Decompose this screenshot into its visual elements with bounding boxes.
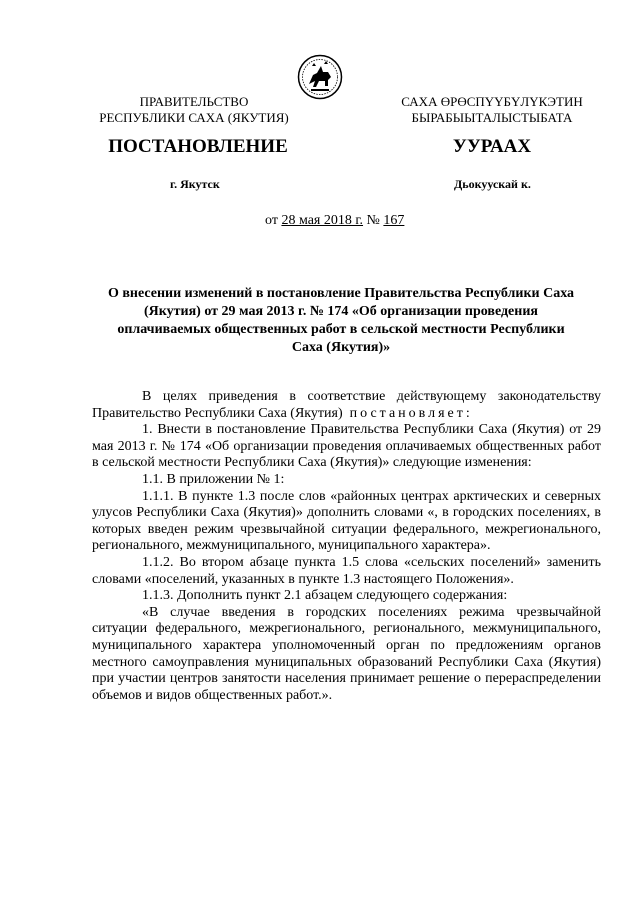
document-body	[92, 389, 601, 704]
intro-paragraph: В целях приведения в соответствие действующему законодательству Правительство Республики Саха (Якутия) постановляет:	[92, 389, 601, 421]
paragraph-item-1-1: 1.1. В приложении № 1:	[142, 471, 285, 487]
paragraph-item-1: 1. Внести в постановление Правительства Республики Саха (Якутия) от 29 мая 2013 г. № 174 «Об организации проведения оплачиваемых общественных работ в сельской местности Республики Саха (Якутия)» следующие изменения:	[92, 422, 601, 471]
paragraph-item-1-1-1: 1.1.1. В пункте 1.3 после слов «районных центрах арктических и северных улусов Республики Саха (Якутия)» дополнить словами «, в городских поселениях, в которых введен режим чрезвычайной ситуации федерального, межрегионального, регионального, межмуниципального, муниципального характера».	[92, 488, 601, 554]
document-heading: О внесении изменений в постановление Правительства Республики Саха (Якутия) от 29 мая 2013 г. № 174 «Об организации проведения оплачиваемых общественных работ в сельской местности Республики Саха (Якутия)»	[107, 286, 575, 355]
date-number-line	[265, 213, 404, 229]
quoted-paragraph: «В случае введения в городских поселениях режима чрезвычайной ситуации федерального, межрегионального, регионального, межмуниципального, муниципального характера уполномоченный орган по предложениям органов местного самоуправления муниципальных образований Республики Саха (Якутия) при участии центров занятости населения принимает решение о перераспределении объемов и видов общественных работ.».	[92, 604, 601, 703]
government-name-yakut: САХА ӨРӨСПҮҮБҮЛҮКЭТИН БЫРАБЫЫТАЛЫСТЫБАТА	[401, 94, 583, 125]
city-yakut: Дьокуускай к.	[454, 177, 531, 191]
document-date: 28 мая 2018 г.	[281, 213, 364, 228]
date-prefix: от	[265, 213, 278, 228]
decree-verb: постановляет:	[349, 405, 473, 421]
doc-type-title-russian: ПОСТАНОВЛЕНИЕ	[108, 136, 288, 157]
doc-type-title-yakut: УУРААХ	[452, 136, 532, 157]
government-name-russian: ПРАВИТЕЛЬСТВО РЕСПУБЛИКИ САХА (ЯКУТИЯ)	[99, 94, 289, 125]
document-number: 167	[383, 213, 405, 228]
paragraph-item-1-1-3: 1.1.3. Дополнить пункт 2.1 абзацем следующего содержания:	[142, 588, 508, 604]
paragraph-item-1-1-2: 1.1.2. Во втором абзаце пункта 1.5 слова «сельских поселений» заменить словами «поселений, указанных в пункте 1.3 настоящего Положения».	[92, 554, 601, 587]
number-sign: №	[366, 213, 380, 228]
city-russian: г. Якутск	[170, 177, 220, 191]
